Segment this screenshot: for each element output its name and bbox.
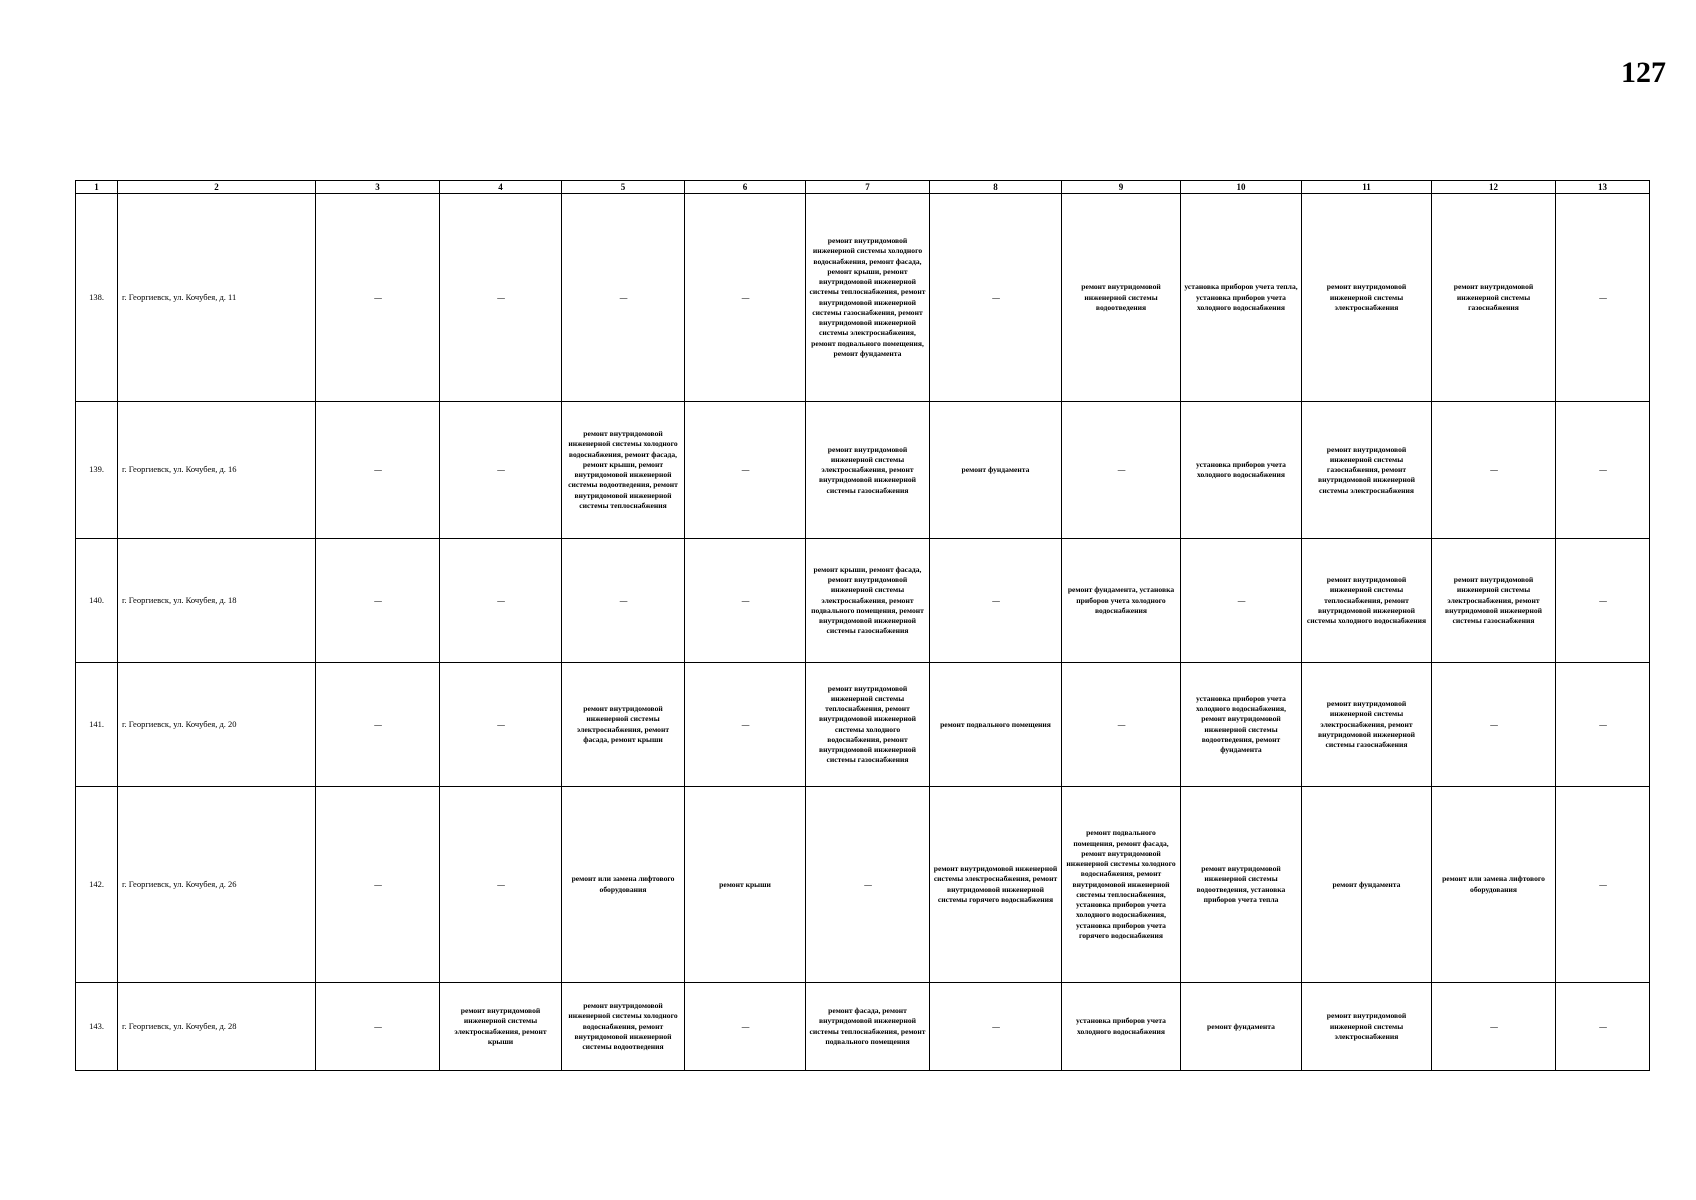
row-number: 138. (76, 194, 118, 402)
table-cell: — (440, 787, 562, 983)
table-cell: ремонт или замена лифтового оборудования (562, 787, 685, 983)
table-cell: — (685, 539, 806, 663)
column-number: 5 (562, 181, 685, 194)
column-number: 10 (1181, 181, 1302, 194)
table-cell: — (440, 194, 562, 402)
table-cell: ремонт внутридомовой инженерной системы электроснабжения, ремонт внутридомовой инженерной системы газоснабжения (1432, 539, 1556, 663)
table-cell: ремонт подвального помещения, ремонт фасада, ремонт внутридомовой инженерной системы холодного водоснабжения, ремонт внутридомовой инженерной системы теплоснабжения, установка приборов учета холодного водоснабжения, установка приборов учета горячего водоснабжения (1062, 787, 1181, 983)
table-cell: — (1556, 983, 1650, 1071)
table-cell: ремонт внутридомовой инженерной системы водоотведения (1062, 194, 1181, 402)
table-cell: ремонт внутридомовой инженерной системы водоотведения, установка приборов учета тепла (1181, 787, 1302, 983)
table-cell: ремонт подвального помещения (930, 663, 1062, 787)
table-cell: ремонт внутридомовой инженерной системы электроснабжения (1302, 194, 1432, 402)
table-cell: — (316, 539, 440, 663)
table-cell: ремонт внутридомовой инженерной системы теплоснабжения, ремонт внутридомовой инженерной системы холодного водоснабжения, ремонт внутридомовой инженерной системы газоснабжения (806, 663, 930, 787)
column-number: 12 (1432, 181, 1556, 194)
table-cell: ремонт внутридомовой инженерной системы электроснабжения, ремонт внутридомовой инженерной системы горячего водоснабжения (930, 787, 1062, 983)
table-row (76, 194, 1650, 402)
table-cell: — (1062, 663, 1181, 787)
table-cell: — (930, 194, 1062, 402)
table-cell: — (1181, 539, 1302, 663)
table-cell: ремонт фундамента, установка приборов учета холодного водоснабжения (1062, 539, 1181, 663)
table-cell: ремонт внутридомовой инженерной системы электроснабжения, ремонт внутридомовой инженерной системы газоснабжения (1302, 663, 1432, 787)
page-number: 127 (1621, 56, 1666, 89)
address-cell: г. Георгиевск, ул. Кочубея, д. 16 (118, 402, 316, 539)
table-cell: установка приборов учета холодного водоснабжения, ремонт внутридомовой инженерной системы водоотведения, ремонт фундамента (1181, 663, 1302, 787)
table-row (76, 663, 1650, 787)
address-cell: г. Георгиевск, ул. Кочубея, д. 18 (118, 539, 316, 663)
column-number: 3 (316, 181, 440, 194)
table-cell: — (1556, 663, 1650, 787)
table-cell: — (1432, 663, 1556, 787)
table-cell: — (685, 663, 806, 787)
table-cell: ремонт крыши (685, 787, 806, 983)
table-cell: — (930, 983, 1062, 1071)
address-cell: г. Георгиевск, ул. Кочубея, д. 28 (118, 983, 316, 1071)
column-number: 6 (685, 181, 806, 194)
table-cell: ремонт фундамента (1302, 787, 1432, 983)
table-cell: — (316, 663, 440, 787)
table-cell: ремонт внутридомовой инженерной системы холодного водоснабжения, ремонт фасада, ремонт крыши, ремонт внутридомовой инженерной системы теплоснабжения, ремонт внутридомовой инженерной системы газоснабжения, ремонт внутридомовой инженерной системы электроснабжения, ремонт подвального помещения, ремонт фундамента (806, 194, 930, 402)
table-cell: — (1432, 983, 1556, 1071)
table-cell: ремонт внутридомовой инженерной системы холодного водоснабжения, ремонт внутридомовой инженерной системы водоотведения (562, 983, 685, 1071)
row-number: 141. (76, 663, 118, 787)
column-number-header-row (76, 181, 1650, 194)
column-number: 7 (806, 181, 930, 194)
row-number: 142. (76, 787, 118, 983)
address-cell: г. Георгиевск, ул. Кочубея, д. 20 (118, 663, 316, 787)
table-cell: ремонт фундамента (1181, 983, 1302, 1071)
table-cell: ремонт или замена лифтового оборудования (1432, 787, 1556, 983)
row-number: 139. (76, 402, 118, 539)
table-cell: — (1556, 787, 1650, 983)
table-row (76, 983, 1650, 1071)
table-cell: — (440, 663, 562, 787)
table-row (76, 402, 1650, 539)
table-cell: — (316, 983, 440, 1071)
column-number: 9 (1062, 181, 1181, 194)
table-cell: — (685, 402, 806, 539)
table-cell: — (316, 194, 440, 402)
table-cell: — (685, 983, 806, 1071)
table-cell: ремонт крыши, ремонт фасада, ремонт внутридомовой инженерной системы электроснабжения, ремонт подвального помещения, ремонт внутридомовой инженерной системы газоснабжения (806, 539, 930, 663)
table-cell: ремонт фундамента (930, 402, 1062, 539)
table-cell: ремонт фасада, ремонт внутридомовой инженерной системы теплоснабжения, ремонт подвального помещения (806, 983, 930, 1071)
row-number: 140. (76, 539, 118, 663)
column-number: 13 (1556, 181, 1650, 194)
table-cell: — (440, 539, 562, 663)
address-cell: г. Георгиевск, ул. Кочубея, д. 26 (118, 787, 316, 983)
repair-schedule-table (75, 180, 1650, 1071)
table-cell: — (1556, 194, 1650, 402)
table-cell: ремонт внутридомовой инженерной системы электроснабжения (1302, 983, 1432, 1071)
table-cell: ремонт внутридомовой инженерной системы холодного водоснабжения, ремонт фасада, ремонт крыши, ремонт внутридомовой инженерной системы водоотведения, ремонт внутридомовой инженерной системы теплоснабжения (562, 402, 685, 539)
table-cell: — (1556, 539, 1650, 663)
table-cell: ремонт внутридомовой инженерной системы теплоснабжения, ремонт внутридомовой инженерной системы холодного водоснабжения (1302, 539, 1432, 663)
table-cell: — (685, 194, 806, 402)
column-number: 2 (118, 181, 316, 194)
table-cell: ремонт внутридомовой инженерной системы электроснабжения, ремонт крыши (440, 983, 562, 1071)
column-number: 4 (440, 181, 562, 194)
table-cell: установка приборов учета тепла, установка приборов учета холодного водоснабжения (1181, 194, 1302, 402)
table-cell: — (1062, 402, 1181, 539)
row-number: 143. (76, 983, 118, 1071)
table-cell: — (1432, 402, 1556, 539)
table-cell: ремонт внутридомовой инженерной системы электроснабжения, ремонт фасада, ремонт крыши (562, 663, 685, 787)
address-cell: г. Георгиевск, ул. Кочубея, д. 11 (118, 194, 316, 402)
table-row (76, 539, 1650, 663)
table-row (76, 787, 1650, 983)
column-number: 11 (1302, 181, 1432, 194)
table-cell: — (806, 787, 930, 983)
table-cell: — (440, 402, 562, 539)
table-cell: — (562, 194, 685, 402)
table-cell: — (1556, 402, 1650, 539)
column-number: 1 (76, 181, 118, 194)
table-cell: ремонт внутридомовой инженерной системы электроснабжения, ремонт внутридомовой инженерной системы газоснабжения (806, 402, 930, 539)
table-cell: — (930, 539, 1062, 663)
column-number: 8 (930, 181, 1062, 194)
table-cell: — (316, 402, 440, 539)
table-cell: установка приборов учета холодного водоснабжения (1181, 402, 1302, 539)
table-cell: установка приборов учета холодного водоснабжения (1062, 983, 1181, 1071)
table-cell: — (316, 787, 440, 983)
table-cell: — (562, 539, 685, 663)
table-cell: ремонт внутридомовой инженерной системы газоснабжения (1432, 194, 1556, 402)
table-cell: ремонт внутридомовой инженерной системы газоснабжения, ремонт внутридомовой инженерной системы электроснабжения (1302, 402, 1432, 539)
